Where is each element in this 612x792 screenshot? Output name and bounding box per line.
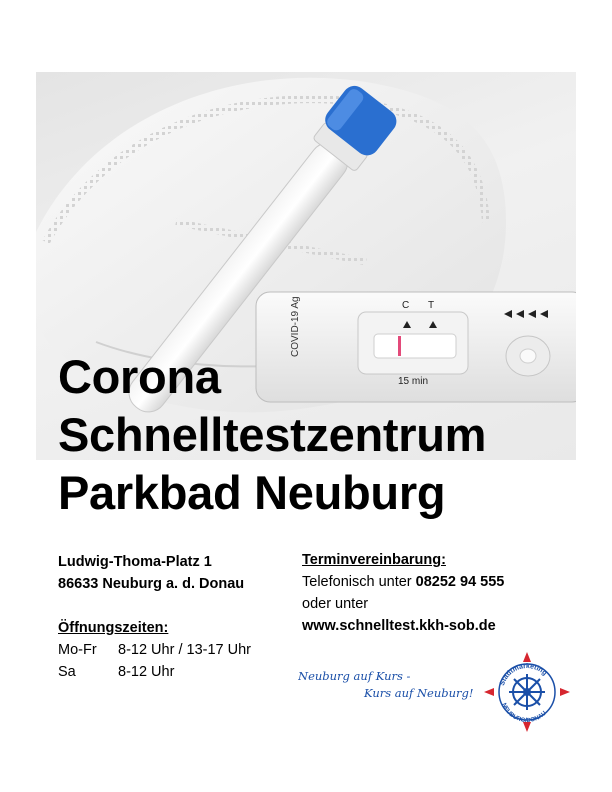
hours-heading: Öffnungszeiten: <box>58 620 169 636</box>
label-t: T <box>428 300 435 311</box>
booking-or: oder unter <box>302 596 369 612</box>
phone-prefix: Telefonisch unter <box>302 574 416 590</box>
hours-time: 8-12 Uhr / 13-17 Uhr <box>118 642 251 658</box>
hours-row-weekdays <box>58 639 251 661</box>
test-cassette <box>256 292 576 402</box>
hours-row-saturday <box>58 661 174 683</box>
title-line-3: Parkbad Neuburg <box>58 466 446 519</box>
svg-text:Stadtmarketing <box>499 663 548 687</box>
booking-phone-line <box>302 571 504 593</box>
label-time: 15 min <box>398 376 429 387</box>
title-line-1: Corona <box>58 350 221 403</box>
hours-time: 8-12 Uhr <box>118 664 175 680</box>
emblem-text-top: Stadtmarketing <box>498 662 548 687</box>
address-city: 86633 Neuburg a. d. Donau <box>58 576 245 592</box>
hours-day: Sa <box>58 664 76 680</box>
control-line <box>398 336 401 356</box>
title-line-2: Schnelltestzentrum <box>58 408 487 461</box>
emblem-text-bottom: NEUBURG/DONAU <box>500 702 548 725</box>
booking-heading: Terminvereinbarung: <box>302 552 446 568</box>
label-c: C <box>402 300 410 311</box>
slogan-line-1: Neuburg auf Kurs - <box>298 669 411 683</box>
slogan-logo <box>298 666 478 706</box>
slogan-line-2: Kurs auf Neuburg! <box>364 686 474 700</box>
address-street: Ludwig-Thoma-Platz 1 <box>58 554 212 570</box>
phone-number[interactable]: 08252 94 555 <box>415 574 505 590</box>
cassette-brand: COVID-19 Ag <box>290 296 301 357</box>
stadtmarketing-emblem <box>484 652 570 732</box>
booking-website-link[interactable]: www.schnelltest.kkh-sob.de <box>302 618 496 634</box>
hours-day: Mo-Fr <box>58 642 97 658</box>
